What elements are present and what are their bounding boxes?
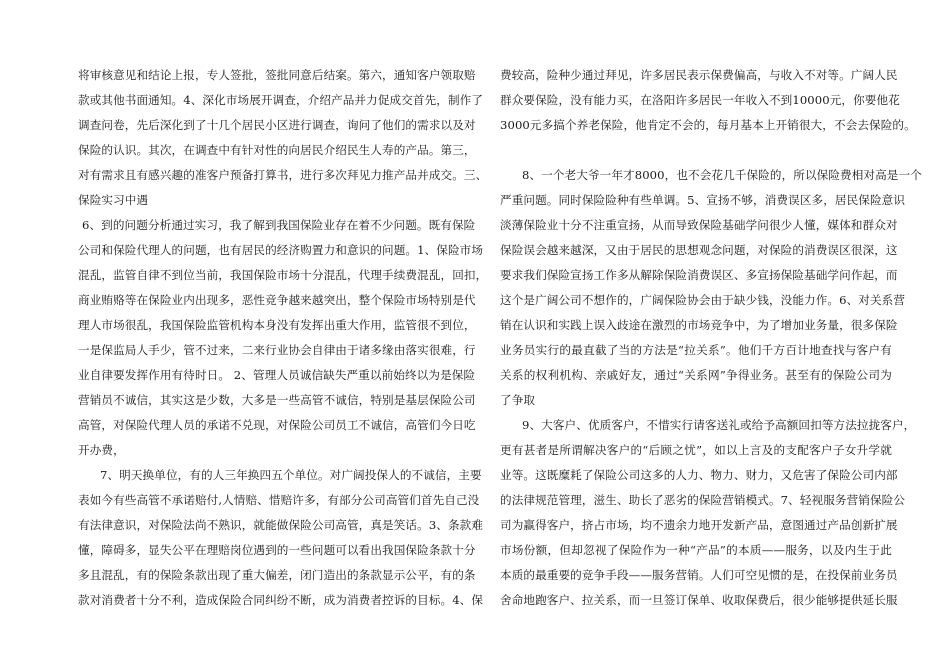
text-line: 调查问卷，先后深化到了十几个居民小区进行调查，询问了他们的需求以及对 xyxy=(78,118,476,132)
text-line: 9、大客户、优质客户，不惜实行请客送礼或给予高额回扣等方法拉拢客户， xyxy=(522,418,916,432)
text-line: 费较高，险种少通过拜见，许多居民表示保费偏高，与收入不对等。广阔人民 xyxy=(500,68,898,82)
text-line: 3000元多搞个养老保险，他肯定不会的，每月基本上开销很大，不会去保险的。 xyxy=(500,118,916,132)
text-line: 有法律意识，对保险法尚不熟识，就能做保险公司高管，真是笑话。3、条款难 xyxy=(78,518,484,532)
text-line: 款或其他书面通知。4、深化市场展开调查，介绍产品并力促成交首先，制作了 xyxy=(78,93,484,107)
text-line: 混乱，监管自律不到位当前，我国保险市场十分混乱，代理手续费混乱，回扣， xyxy=(78,268,488,282)
text-line: 将审核意见和结论上报，专人签批，签批同意后结案。第六，通知客户领取赔 xyxy=(78,68,476,82)
text-line: 保险实习中遇 xyxy=(78,193,149,207)
text-line: 业自律要发挥作用有待时日。 2、管理人员诚信缺失严重以前始终以为是保险 xyxy=(78,368,476,382)
text-line: 商业贿赂等在保险业内出现多，恶性竞争越来越突出，整个保险市场特别是代 xyxy=(78,293,476,307)
text-line: 舍命地跑客户、拉关系，而一旦签订保单、收取保费后，很少能够提供延长服 xyxy=(500,593,898,607)
text-line: 了争取 xyxy=(500,393,536,407)
text-line: 更有甚者是所谓解决客户的“后顾之忧”，如以上言及的支配客户子女升学就 xyxy=(500,443,892,457)
text-line: 对有需求且有感兴趣的准客户预备打算书，进行多次拜见力推产品并成交。三、 xyxy=(78,168,488,182)
text-line: 表如今有些高管不承诺赔付,人情赔、惜赔许多，有部分公司高管们首先自己没 xyxy=(78,493,480,507)
text-line: 群众要保险，没有能力买，在洛阳许多居民一年收入不到10000元，你要他花 xyxy=(500,93,900,107)
text-line: 开办费， xyxy=(78,443,125,457)
text-line: 款对消费者十分不利，造成保险合同纠纷不断，成为消费者控诉的目标。4、保 xyxy=(78,593,484,607)
text-line: 6、到的问题分析通过实习，我了解到我国保险业存在着不少问题。既有保险 xyxy=(82,218,476,232)
text-line: 严重问题。同时保险险种有些单调。5、宣扬不够，消费误区多，居民保险意识 xyxy=(500,193,906,207)
text-line: 业等。这既糜耗了保险公司这多的人力、物力、财力，又危害了保险公司内部 xyxy=(500,468,898,482)
text-line: 多且混乱，有的保险条款出现了重大偏差，闭门造出的条款显示公平，有的条 xyxy=(78,568,476,582)
text-line: 公司和保险代理人的问题，也有居民的经济购置力和意识的问题。1、保险市场 xyxy=(78,243,484,257)
text-line: 理人市场很乱，我国保险监管机构本身没有发挥出重大作用，监管很不到位， xyxy=(78,318,476,332)
text-line: 销在认识和实践上误入歧途在激烈的市场竞争中，为了增加业务量，很多保险 xyxy=(500,318,898,332)
text-line: 淡薄保险业十分不注重宣扬，从而导致保险基础学问很少人懂，媒体和群众对 xyxy=(500,218,898,232)
text-line: 8、一个老大爷一年才8000，也不会花几千保险的，所以保险费相对高是一个 xyxy=(522,168,922,182)
text-line: 这个是广阔公司不想作的，广阔保险协会由于缺少钱，没能力作。6、对关系营 xyxy=(500,293,906,307)
text-line: 司为赢得客户，挤占市场，均不遗余力地开发新产品，意图通过产品创新扩展 xyxy=(500,518,898,532)
text-line: 懂，障碍多，显失公平在理赔岗位遇到的一些问题可以看出我国保险条款十分 xyxy=(78,543,476,557)
text-line: 保险的认识。其次，在调查中有针对性的向居民介绍民生人寿的产品。第三， xyxy=(78,143,476,157)
text-line: 业务员实行的最直截了当的方法是“拉关系”。他们千方百计地查找与客户有 xyxy=(500,343,892,357)
text-line: 关系的权利机构、亲戚好友，通过“关系网”争得业务。甚至有的保险公司为 xyxy=(500,368,892,382)
text-line: 高管，对保险代理人员的承诺不兑现，对保险公司员工不诚信，高管们今日吃 xyxy=(78,418,476,432)
text-line: 要求我们保险宣扬工作多从解除保险消费误区、多宣扬保险基础学问作起，而 xyxy=(500,268,898,282)
text-line: 本质的最重要的竞争手段——服务营销。人们可空见惯的是，在投保前业务员 xyxy=(500,568,898,582)
text-line: 一是保监局人手少，管不过来，二来行业协会自律由于诸多缘由落实很难，行 xyxy=(78,343,476,357)
text-line: 7、明天换单位，有的人三年换四五个单位。对广阔投保人的不诚信，主要 xyxy=(100,468,482,482)
text-line: 市场份额，但却忽视了保险作为一种“产品”的本质——服务，以及内生于此 xyxy=(500,543,892,557)
text-line: 保险误会越来越深，又由于居民的思想观念问题，对保险的消费误区很深，这 xyxy=(500,243,898,257)
text-line: 营销员不诚信，其实这是少数，大多是一些高管不诚信，特别是基层保险公司 xyxy=(78,393,476,407)
text-line: 的法律规范管理，滋生、助长了恶劣的保险营销模式。7、轻视服务营销保险公 xyxy=(500,493,906,507)
